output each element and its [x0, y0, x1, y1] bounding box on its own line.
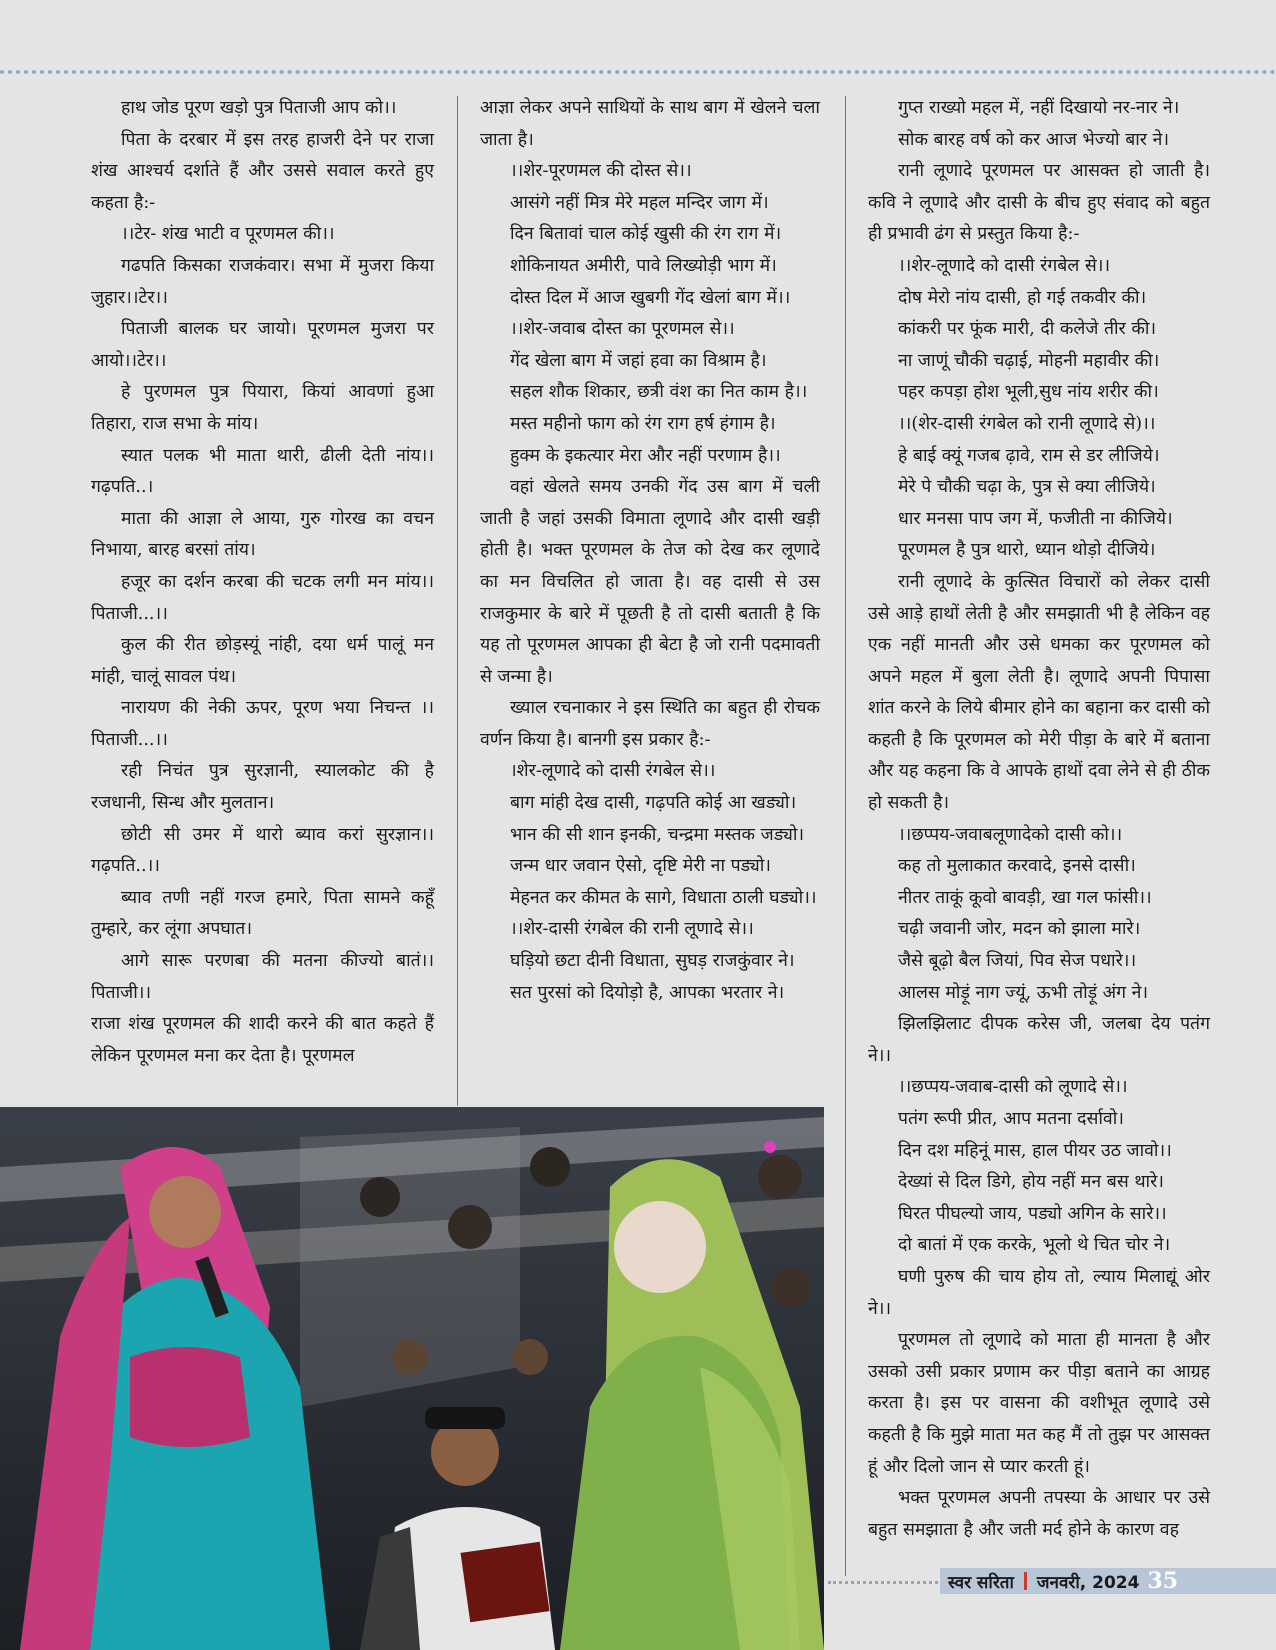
paragraph: ।।शेर-लूणादे को दासी रंगबेल से।। — [898, 255, 1111, 276]
column-divider-1 — [457, 96, 458, 1106]
paragraph: गुप्त राख्यो महल में, नहीं दिखायो नर-नार ने। — [898, 98, 1180, 118]
paragraph: नीतर ताकूं कूवो बावड़ी, खा गल फांसी।। — [898, 887, 1152, 908]
paragraph: हुक्म के इकत्यार मेरा और नहीं परणाम है।। — [510, 445, 781, 466]
paragraph: मेरे पे चौकी चढ़ा के, पुत्र से क्या लीजिये। — [898, 477, 1156, 498]
paragraph: भान की सी शान इनकी, चन्द्रमा मस्तक जड्यो। — [510, 824, 805, 845]
paragraph: सहल शौक शिकार, छत्री वंश का नित काम है।। — [510, 382, 808, 403]
paragraph: पहर कपड़ा होश भूली,सुध नांय शरीर की। — [898, 382, 1159, 403]
paragraph: पिताजी बालक घर जायो। पूरणमल मुजरा पर आयो।।टेर।। — [91, 319, 434, 371]
paragraph: दो बातां में एक करके, भूलो थे चित चोर ने। — [898, 1235, 1171, 1256]
paragraph: ।।(शेर-दासी रंगबेल को रानी लूणादे से)।। — [898, 413, 1156, 434]
paragraph: ।।छप्पय-जवाब-दासी को लूणादे से।। — [898, 1077, 1128, 1098]
paragraph: मस्त महीनो फाग को रंग राग हर्ष हंगाम है। — [510, 413, 776, 434]
paragraph: सोक बारह वर्ष को कर आज भेज्यो बार ने। — [898, 129, 1170, 150]
paragraph: आज्ञा लेकर अपने साथियों के साथ बाग में खेलने चला जाता है। — [480, 98, 820, 150]
paragraph: छोटी सी उमर में थारो ब्याव करां सुरज्ञान।।गढ़पति..।। — [91, 824, 434, 877]
paragraph: भक्त पूरणमल अपनी तपस्या के आधार पर उसे बहुत समझाता है और जती मर्द होने के कारण वह — [868, 1488, 1210, 1540]
paragraph: रही निचंत पुत्र सुरज्ञानी, स्यालकोट की है रजधानी, सिन्ध और मुलतान। — [91, 761, 434, 814]
paragraph: गेंद खेला बाग में जहां हवा का विश्राम है। — [510, 350, 767, 371]
paragraph: पिता के दरबार में इस तरह हाजरी देने पर राजा शंख आश्चर्य दर्शाते हैं और उससे सवाल करते हुए कहता है:- — [91, 129, 434, 213]
paragraph: चढ़ी जवानी जोर, मदन को झाला मारे। — [898, 919, 1141, 940]
paragraph: हे बाई क्यूं गजब ढ़ावे, राम से डर लीजिये। — [898, 445, 1160, 466]
paragraph: आसंगे नहीं मित्र मेरे महल मन्दिर जाग में। — [510, 192, 769, 213]
paragraph: स्यात पलक भी माता थारी, ढीली देती नांय।। गढ़पति..। — [91, 445, 434, 498]
paragraph: बाग मांही देख दासी, गढ़पति कोई आ खड्यो। — [510, 793, 797, 814]
paragraph: घणी पुरुष की चाय होय तो, ल्याय मिलाद्यूं ओर ने।। — [868, 1266, 1210, 1319]
paragraph: घड़ियो छटा दीनी विधाता, सुघड़ राजकुंवार ने। — [510, 951, 795, 972]
column-divider-2 — [845, 96, 846, 1576]
paragraph: ख्याल रचनाकार ने इस स्थिति का बहुत ही रोचक वर्णन किया है। बानगी इस प्रकार है:- — [480, 698, 820, 750]
paragraph: दिन बितावां चाल कोई खुसी की रंग राग में। — [510, 224, 782, 245]
paragraph: जन्म धार जवान ऐसो, दृष्टि मेरी ना पड्यो। — [510, 856, 771, 877]
paragraph: जैसे बूढ़ो बैल जियां, पिव सेज पधारे।। — [898, 951, 1137, 972]
paragraph: शोकिनायत अमीरी, पावे लिख्योड़ी भाग में। — [510, 255, 777, 276]
footer-dotted-rule — [828, 1581, 938, 1584]
paragraph: आगे सारू परणबा की मतना कीज्यो बातं।। पिताजी।। — [91, 951, 434, 1003]
paragraph: कांकरी पर फूंक मारी, दी कलेजे तीर की। — [898, 319, 1157, 340]
paragraph: ।।शेर-जवाब दोस्त का पूरणमल से।। — [510, 319, 735, 340]
paragraph: कुल की रीत छोड़स्यूं नांही, दया धर्म पालूं मन मांही, चालूं सावल पंथ। — [91, 635, 434, 687]
paragraph: दोस्त दिल में आज खुबगी गेंद खेलां बाग में।। — [510, 287, 791, 308]
paragraph: आलस मोड़ूं नाग ज्यूं, ऊभी तोड़ूं अंग ने। — [898, 982, 1149, 1003]
paragraph: धार मनसा पाप जग में, फजीती ना कीजिये। — [898, 508, 1173, 529]
top-dotted-rule — [0, 70, 1276, 74]
magazine-name: स्वर सरिता — [948, 1572, 1014, 1593]
paragraph: दिन दश महिनूं मास, हाल पीयर उठ जावो।। — [898, 1140, 1172, 1161]
paragraph: ।।शेर-पूरणमल की दोस्त से।। — [510, 161, 692, 182]
paragraph: ।।छप्पय-जवाबलूणादेको दासी को।। — [898, 824, 1123, 845]
paragraph: रानी लूणादे के कुत्सित विचारों को लेकर दासी उसे आड़े हाथों लेती है और समझाती भी है लेकिन वह एक नहीं मानती और उसे धमका कर पूरणमल को अपने महल में बुला लेती है। लूणादे अपनी पिपासा शांत करने के लिये बीमार होने का बहाना कर दासी को कहती है कि पूरणमल को मेरी पीड़ा के बारे में बताना और यह कहना कि वे आपके हाथों दवा लेने से ही ठीक हो सकती है। — [868, 571, 1210, 814]
paragraph: हे पुरणमल पुत्र पियारा, कियां आवणां हुआ तिहारा, राज सभा के मांय। — [91, 382, 434, 434]
paragraph: हजूर का दर्शन करबा की चटक लगी मन मांय।।पिताजी...।। — [91, 571, 434, 624]
footer-bar — [940, 1568, 1276, 1594]
paragraph: ।।शेर-दासी रंगबेल की रानी लूणादे से।। — [510, 919, 754, 940]
paragraph: पतंग रूपी प्रीत, आप मतना दर्सावो। — [898, 1109, 1124, 1129]
paragraph: दोष मेरो नांय दासी, हो गई तकवीर की। — [898, 287, 1147, 308]
paragraph: मेहनत कर कीमत के सागे, विधाता ठाली घड्यो।। — [510, 887, 817, 908]
paragraph: राजा शंख पूरणमल की शादी करने की बात कहते हैं लेकिन पूरणमल मना कर देता है। पूरणमल — [91, 1014, 434, 1066]
paragraph: ।शेर-लूणादे को दासी रंगबेल से।। — [510, 761, 716, 782]
text-column-1 — [91, 93, 434, 1072]
paragraph: झिलझिलाट दीपक करेस जी, जलबा देय पतंग ने।। — [868, 1014, 1210, 1066]
text-column-3 — [868, 93, 1210, 1546]
text-column-2 — [480, 93, 820, 1009]
paragraph: पूरणमल तो लूणादे को माता ही मानता है और उसको उसी प्रकार प्रणाम कर पीड़ा बताने का आग्रह करता है। इस पर वासना की वशीभूत लूणादे उसे कहती है कि मुझे माता मत कह मैं तो तुझ पर आसक्त हूं और दिलो जान से प्यार करती हूं। — [868, 1330, 1210, 1477]
paragraph: ।।टेर- शंख भाटी व पूरणमल की।। — [121, 224, 335, 245]
paragraph: रानी लूणादे पूरणमल पर आसक्त हो जाती है। कवि ने लूणादे और दासी के बीच हुए संवाद को बहुत ही प्रभावी ढंग से प्रस्तुत किया है:- — [868, 161, 1210, 245]
paragraph: हाथ जोड पूरण खड़ो पुत्र पिताजी आप को।। — [121, 98, 397, 118]
paragraph: पूरणमल है पुत्र थारो, ध्यान थोड़ो दीजिये। — [898, 540, 1156, 561]
paragraph: गढपति किसका राजकंवार। सभा में मुजरा किया जुहार।।टेर।। — [91, 255, 434, 308]
paragraph: वहां खेलते समय उनकी गेंद उस बाग में चली जाती है जहां उसकी विमाता लूणादे और दासी खड़ी होती है। भक्त पूरणमल के तेज को देख कर लूणादे का मन विचलित हो जाता है। वह दासी से उस राजकुमार के बारे में पूछती है तो दासी बताती है कि यह तो पूरणमल आपका ही बेटा है जो रानी पदमावती से जन्मा है। — [480, 477, 820, 687]
page-number: 35 — [1147, 1568, 1179, 1594]
paragraph: नारायण की नेकी ऊपर, पूरण भया निचन्त ।। पिताजी...।। — [91, 698, 434, 750]
paragraph: देख्यां से दिल डिगे, होय नहीं मन बस थारे। — [898, 1172, 1164, 1193]
footer-separator — [1024, 1572, 1027, 1590]
paragraph: कह तो मुलाकात करवादे, इनसे दासी। — [898, 856, 1136, 877]
issue-date: जनवरी, 2024 — [1036, 1572, 1140, 1593]
paragraph: ना जाणूं चौकी चढ़ाई, मोहनी महावीर की। — [898, 350, 1160, 371]
paragraph: माता की आज्ञा ले आया, गुरु गोरख का वचन निभाया, बारह बरसां तांय। — [91, 508, 434, 561]
paragraph: सत पुरसां को दियोड़ो है, आपका भरतार ने। — [510, 982, 785, 1003]
paragraph: घिरत पीघल्यो जाय, पड्यो अगिन के सारे।। — [898, 1203, 1167, 1224]
performance-photo — [0, 1107, 824, 1650]
paragraph: ब्याव तणी नहीं गरज हमारे, पिता सामने कहूँ तुम्हारे, कर लूंगा अपघात। — [91, 887, 434, 940]
